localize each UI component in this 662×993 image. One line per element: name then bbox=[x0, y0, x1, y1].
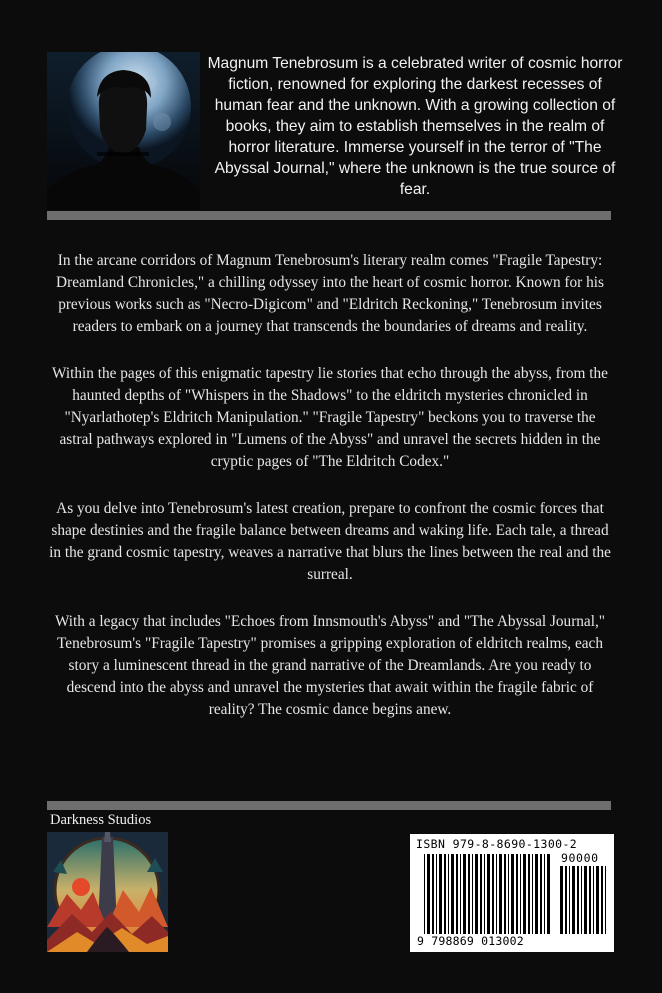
divider-top bbox=[47, 211, 611, 220]
price-code: 90000 bbox=[561, 851, 599, 865]
publisher-logo bbox=[47, 832, 168, 952]
author-silhouette-image bbox=[47, 52, 200, 210]
barcode-digits: 9 798869 013002 bbox=[417, 934, 524, 948]
author-bio: Magnum Tenebrosum is a celebrated writer of cosmic horror fiction, renowned for exploring the darkest recesses of human fear and the unknown. With a growing collection of books, they aim to establish themselves in the realm of horror literature. Immerse yourself in the terror of "The Abyssal Journal," where the unknown is the true source of fear. bbox=[207, 55, 623, 198]
publisher-name: Darkness Studios bbox=[50, 812, 152, 828]
author-photo bbox=[47, 52, 200, 210]
blurb-paragraph: In the arcane corridors of Magnum Tenebrosum's literary realm comes "Fragile Tapestry: Dreamland Chronicles," a chilling odyssey into the heart of cosmic horror. Known for his previous works such as "Necro-Digicom" and "Eldritch Reckoning," Tenebrosum invites readers to embark on a journey that transcends the boundaries of dreams and reality. bbox=[56, 252, 604, 335]
publisher-logo-art bbox=[47, 832, 168, 952]
book-blurb bbox=[47, 250, 613, 746]
blurb-paragraph: With a legacy that includes "Echoes from Innsmouth's Abyss" and "The Abyssal Journal," Tenebrosum's "Fragile Tapestry" promises a gripping exploration of eldritch realms, each story a luminescent thread in the grand narrative of the Dreamlands. Are you ready to descend into the abyss and unravel the mysteries that await within the fragile fabric of reality? The cosmic dance begins anew. bbox=[54, 613, 606, 718]
divider-bottom bbox=[47, 801, 611, 810]
isbn-label: ISBN 979-8-8690-1300-2 bbox=[416, 837, 578, 851]
blurb-paragraph: As you delve into Tenebrosum's latest creation, prepare to confront the cosmic forces that shape destinies and the fragile balance between dreams and waking life. Each tale, a thread in the grand cosmic tapestry, weaves a narrative that blurs the lines between the real and the surreal. bbox=[49, 500, 611, 583]
isbn-barcode bbox=[410, 834, 614, 952]
blurb-paragraph: Within the pages of this enigmatic tapestry lie stories that echo through the abyss, from the haunted depths of "Whispers in the Shadows" to the eldritch mysteries chronicled in "Nyarlathotep's Eldritch Manipulation." "Fragile Tapestry" beckons you to traverse the astral pathways explored in "Lumens of the Abyss" and unravel the secrets hidden in the cryptic pages of "The Eldritch Codex." bbox=[52, 365, 608, 470]
